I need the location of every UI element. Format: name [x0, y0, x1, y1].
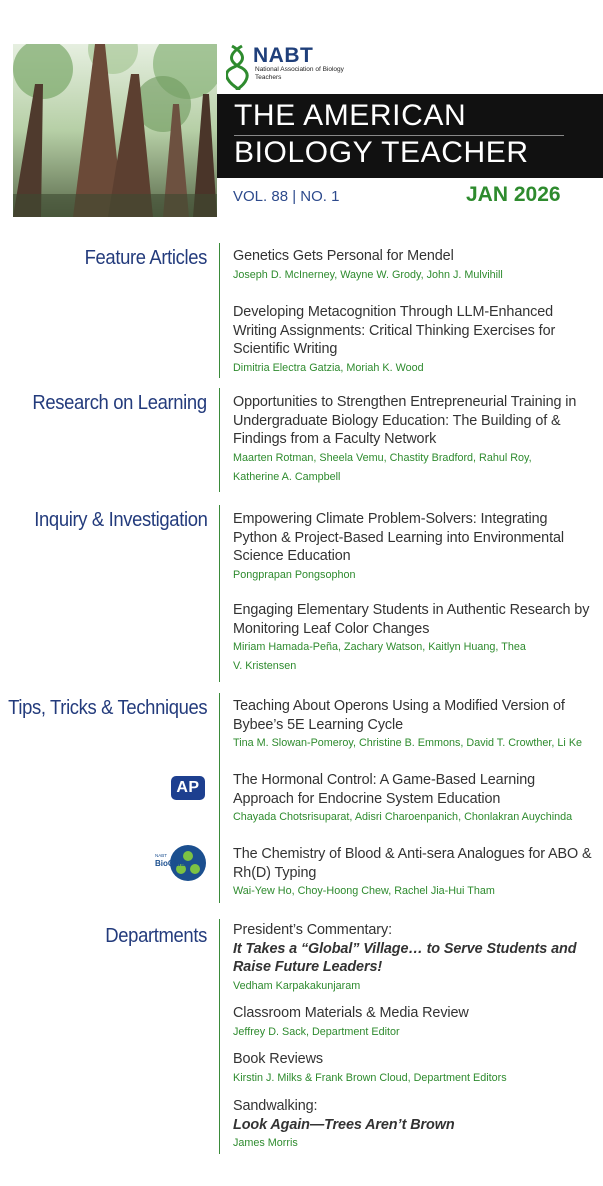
- article-title: Empowering Climate Problem-Solvers: Integrating Python & Project-Based Learning into Environmental Science Education: [233, 511, 564, 564]
- article-title: Teaching About Operons Using a Modified Version of Bybee’s 5E Learning Cycle: [233, 698, 565, 733]
- article-item[interactable]: [233, 303, 593, 378]
- article-item[interactable]: [233, 845, 593, 901]
- issue-date: JAN 2026: [466, 183, 561, 206]
- article-title: Opportunities to Strengthen Entrepreneurial Training in Undergraduate Biology Education: The Building of & Findings from a Faculty Network: [233, 394, 577, 447]
- cover-photo-redwoods: [13, 44, 217, 217]
- logo-abbreviation: NABT: [253, 44, 314, 67]
- department-title: President’s Commentary:: [233, 922, 392, 938]
- article-item[interactable]: [233, 1004, 593, 1042]
- article-item[interactable]: [233, 771, 593, 827]
- article-authors: Jeffrey D. Sack, Department Editor: [233, 1025, 400, 1038]
- section-divider: [219, 505, 220, 682]
- article-item[interactable]: [233, 601, 593, 676]
- article-title: The Chemistry of Blood & Anti-sera Analogues for ABO & Rh(D) Typing: [233, 846, 592, 881]
- journal-title-line-2: BIOLOGY TEACHER: [234, 136, 529, 169]
- article-item[interactable]: [233, 393, 593, 487]
- section-label-feature-articles: Feature Articles: [84, 246, 207, 269]
- department-subtitle: It Takes a “Global” Village… to Serve Students and Raise Future Leaders!: [233, 940, 577, 975]
- article-authors: Kirstin J. Milks & Frank Brown Cloud, Department Editors: [233, 1071, 507, 1084]
- department-subtitle: Look Again—Trees Aren’t Brown: [233, 1116, 455, 1133]
- article-item[interactable]: [233, 697, 593, 753]
- ap-badge-icon: AP: [171, 776, 205, 800]
- volume-issue: VOL. 88 | NO. 1: [233, 188, 340, 205]
- department-title: Book Reviews: [233, 1051, 323, 1067]
- article-authors: Miriam Hamada-Peña, Zachary Watson, Kaitlyn Huang, Thea V. Kristensen: [233, 641, 526, 672]
- section-divider: [219, 388, 220, 492]
- section-label-tips-tricks-techniques: Tips, Tricks & Techniques: [7, 696, 207, 719]
- journal-title-line-1: THE AMERICAN: [234, 99, 467, 132]
- dna-helix-icon: [226, 44, 252, 90]
- section-label-inquiry-investigation: Inquiry & Investigation: [33, 508, 207, 531]
- article-item[interactable]: [233, 1097, 593, 1153]
- article-authors: Maarten Rotman, Sheela Vemu, Chastity Bradford, Rahul Roy, Katherine A. Campbell: [233, 451, 532, 483]
- journal-title-bar: [217, 94, 603, 178]
- article-authors: James Morris: [233, 1137, 298, 1149]
- bioclub-badge-icon: [155, 843, 209, 883]
- article-item[interactable]: [233, 921, 593, 996]
- article-title: Genetics Gets Personal for Mendel: [233, 248, 454, 264]
- department-title: Sandwalking:: [233, 1098, 318, 1114]
- article-title: Engaging Elementary Students in Authentic Research by Monitoring Leaf Color Changes: [233, 602, 590, 637]
- article-authors: Wai-Yew Ho, Choy-Hoong Chew, Rachel Jia-Hui Tham: [233, 885, 495, 897]
- bioclub-label: BioClub: [155, 859, 186, 868]
- article-item[interactable]: [233, 247, 593, 285]
- bioclub-org-label: NABT: [155, 853, 168, 858]
- section-divider: [219, 919, 220, 1154]
- article-authors: Vedham Karpakakunjaram: [233, 979, 361, 992]
- article-item[interactable]: [233, 510, 593, 585]
- article-authors: Joseph D. McInerney, Wayne W. Grody, John J. Mulvihill: [233, 268, 503, 281]
- article-authors: Pongprapan Pongsophon: [233, 568, 356, 581]
- article-title: Developing Metacognition Through LLM-Enhanced Writing Assignments: Critical Thinking Exercises for Scientific Writing: [233, 304, 556, 357]
- section-label-departments: Departments: [105, 924, 207, 947]
- article-authors: Chayada Chotsrisuparat, Adisri Charoenpanich, Chonlakran Auychinda: [233, 811, 573, 823]
- article-title: The Hormonal Control: A Game-Based Learning Approach for Endocrine System Education: [233, 772, 536, 807]
- article-authors: Tina M. Slowan-Pomeroy, Christine B. Emmons, David T. Crowther, Li Ke: [233, 737, 583, 749]
- nabt-logo: [226, 44, 356, 90]
- section-divider: [219, 693, 220, 903]
- section-divider: [219, 243, 220, 378]
- logo-organization-name: National Association of Biology Teachers: [255, 66, 344, 81]
- department-title: Classroom Materials & Media Review: [233, 1005, 469, 1021]
- article-authors: Dimitria Electra Gatzia, Moriah K. Wood: [233, 361, 424, 374]
- section-label-research-on-learning: Research on Learning: [32, 391, 207, 414]
- article-item[interactable]: [233, 1050, 593, 1088]
